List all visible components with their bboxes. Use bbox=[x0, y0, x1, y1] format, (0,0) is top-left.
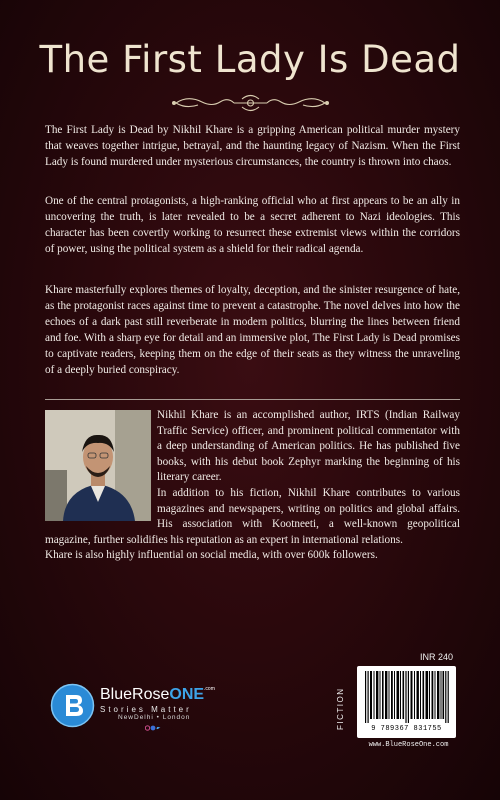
social-media-icon bbox=[145, 725, 161, 731]
publisher-tagline: Stories Matter bbox=[100, 705, 192, 714]
publisher-cities: NewDelhi • London bbox=[118, 714, 191, 721]
author-bio-paragraph-3: Khare is also highly influential on social media, with over 600k followers. bbox=[45, 549, 378, 562]
publisher-name: BlueRoseONE$^{.com}$ bbox=[100, 686, 215, 703]
barcode-icon bbox=[363, 671, 450, 723]
bluerose-logo-icon bbox=[50, 683, 95, 728]
book-title: The First Lady Is Dead bbox=[39, 38, 461, 81]
genre-label: FICTION bbox=[336, 687, 345, 730]
publisher-website: www.BlueRoseOne.com bbox=[368, 741, 449, 749]
isbn-number: 9 789367 831755 bbox=[371, 725, 442, 733]
social-icons bbox=[145, 725, 161, 733]
synopsis-paragraph-1: The First Lady is Dead by Nikhil Khare is a gripping American political murder mystery that weaves together intrigue, betrayal, and the haunting legacy of Nazism. When the First Lady is found murdered under mysterious circumstances, the country is thrown into chaos. bbox=[45, 124, 460, 168]
section-divider bbox=[45, 399, 460, 400]
publisher-brand bbox=[100, 686, 215, 714]
ornament-divider-icon bbox=[168, 93, 333, 113]
author-bio bbox=[45, 408, 460, 564]
synopsis-paragraph-2: One of the central protagonists, a high-ranking official who at first appears to be an ally in uncovering the truth, is later revealed to be a secret adherent to Nazi ideologies. This character has been covertly working to resurrect these extremist views within the corridors of power, using the political system as a shield for their radical agenda. bbox=[45, 195, 460, 255]
author-bio-paragraph-2: In addition to his fiction, Nikhil Khare contributes to various magazines and newspapers, writing on politics and global affairs. His association with Kootneeti, a well-known geopolitical magazine, further solidifies his reputation as an expert in international relations. bbox=[45, 486, 460, 546]
synopsis-paragraph-3: Khare masterfully explores themes of loyalty, deception, and the sinister resurgence of hate, as the protagonist races against time to prevent a catastrophe. The novel delves into how the echoes of a dark past still reverberate in modern politics, blurring the lines between friend and foe. With a sharp eye for detail and an immersive plot, The First Lady is Dead promises to captivate readers, keeping them on the edge of their seats as they witness the unraveling of a deeply buried conspiracy. bbox=[45, 284, 460, 376]
author-bio-paragraph-1: Nikhil Khare is an accomplished author, IRTS (Indian Railway Traffic Service) officer, and prominent political commentator with a deep understanding of American politics. He has published five books, with his debut book Zephyr marking the beginning of his literary career. bbox=[157, 409, 460, 484]
price-label: INR 240 bbox=[420, 652, 454, 662]
barcode bbox=[357, 666, 456, 738]
